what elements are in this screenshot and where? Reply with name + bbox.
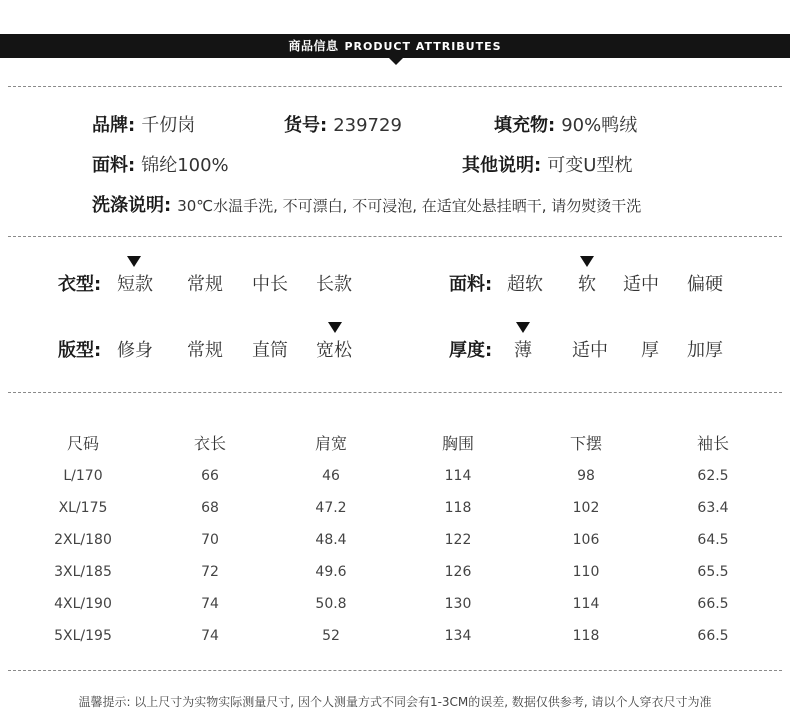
section-title-en: PRODUCT ATTRIBUTES	[344, 40, 502, 53]
attr-washing-label: 洗涤说明:	[92, 195, 172, 216]
option-thickness-3: 加厚	[687, 340, 723, 361]
table-cell: 66.5	[697, 628, 729, 644]
selected-marker-icon	[516, 322, 530, 333]
table-header-chest: 胸围	[441, 434, 474, 453]
option-thickness-1: 适中	[572, 340, 608, 361]
table-cell: 118	[444, 500, 472, 516]
table-cell: 3XL/185	[54, 564, 112, 580]
table-cell: 114	[444, 468, 472, 484]
attr-other-value: 可变U型枕	[547, 155, 633, 176]
selected-marker-icon	[580, 256, 594, 267]
option-fabric-0: 超软	[507, 274, 543, 295]
table-header-size: 尺码	[66, 434, 99, 453]
attr-other	[462, 151, 632, 177]
option-length-label: 衣型:	[58, 274, 102, 295]
table-cell: 118	[572, 628, 600, 644]
attr-material-value: 锦纶100%	[141, 155, 229, 176]
attr-filling-value: 90%鸭绒	[561, 115, 638, 136]
attr-filling-label: 填充物:	[494, 115, 556, 136]
table-cell: 2XL/180	[54, 532, 112, 548]
table-cell: L/170	[63, 468, 103, 484]
option-fit-1: 常规	[187, 340, 223, 361]
table-cell: 114	[572, 596, 600, 612]
option-fabric-2: 适中	[623, 274, 659, 295]
table-cell: 98	[577, 468, 595, 484]
table-cell: 49.6	[315, 564, 347, 580]
divider	[8, 86, 782, 87]
table-cell: 72	[201, 564, 219, 580]
option-fabric-1: 软	[578, 274, 596, 295]
attr-brand-value: 千仞岗	[141, 115, 196, 136]
banner-pointer-icon	[389, 58, 403, 65]
table-cell: 74	[201, 596, 219, 612]
table-cell: 68	[201, 500, 219, 516]
table-cell: 52	[322, 628, 340, 644]
option-fabric-label: 面料:	[449, 274, 493, 295]
option-fabric-3: 偏硬	[687, 274, 723, 295]
table-cell: 134	[444, 628, 472, 644]
option-fit-label: 版型:	[58, 340, 102, 361]
section-title-cn: 商品信息	[288, 39, 339, 53]
table-cell: 4XL/190	[54, 596, 112, 612]
table-header-sleeve: 袖长	[696, 434, 729, 453]
attr-brand	[92, 111, 195, 137]
table-cell: 74	[201, 628, 219, 644]
table-cell: 66	[201, 468, 219, 484]
divider	[8, 392, 782, 393]
table-cell: 126	[444, 564, 472, 580]
attr-item-no	[284, 111, 402, 137]
option-fit-0: 修身	[117, 340, 153, 361]
table-header-shoulder: 肩宽	[314, 434, 347, 453]
option-length-2: 中长	[252, 274, 288, 295]
section-title	[0, 34, 790, 58]
table-cell: 122	[444, 532, 472, 548]
option-length-3: 长款	[316, 274, 352, 295]
attr-item-no-value: 239729	[333, 115, 402, 136]
table-cell: 66.5	[697, 596, 729, 612]
attr-material	[92, 151, 229, 177]
attr-washing-value: 30℃水温手洗, 不可漂白, 不可浸泡, 在适宜处悬挂晒干, 请勿熨烫干洗	[177, 197, 642, 215]
attr-washing	[92, 191, 641, 217]
table-cell: 63.4	[697, 500, 729, 516]
table-cell: 62.5	[697, 468, 729, 484]
table-cell: 50.8	[315, 596, 347, 612]
selected-marker-icon	[328, 322, 342, 333]
table-cell: 106	[572, 532, 600, 548]
option-length-1: 常规	[187, 274, 223, 295]
option-thickness-2: 厚	[641, 340, 659, 361]
table-cell: 5XL/195	[54, 628, 112, 644]
table-header-hem: 下摆	[569, 434, 602, 453]
table-cell: 64.5	[697, 532, 729, 548]
table-cell: XL/175	[58, 500, 108, 516]
attr-material-label: 面料:	[92, 155, 136, 176]
option-length-0: 短款	[117, 274, 153, 295]
attr-filling	[494, 111, 637, 137]
divider	[8, 236, 782, 237]
attr-other-label: 其他说明:	[462, 155, 542, 176]
table-header-length: 衣长	[193, 434, 226, 453]
selected-marker-icon	[127, 256, 141, 267]
table-cell: 102	[572, 500, 600, 516]
attr-item-no-label: 货号:	[284, 115, 328, 136]
table-cell: 48.4	[315, 532, 347, 548]
table-cell: 110	[572, 564, 600, 580]
option-thickness-0: 薄	[514, 340, 532, 361]
divider	[8, 670, 782, 671]
table-cell: 46	[322, 468, 340, 484]
option-fit-3: 宽松	[316, 340, 352, 361]
table-cell: 47.2	[315, 500, 347, 516]
option-thickness-label: 厚度:	[449, 340, 493, 361]
attr-brand-label: 品牌:	[92, 115, 136, 136]
option-fit-2: 直筒	[252, 340, 288, 361]
table-cell: 130	[444, 596, 472, 612]
footer-note: 温馨提示: 以上尺寸为实物实际测量尺寸, 因个人测量方式不同会有1-3CM的误差, 数据仅供参考, 请以个人穿衣尺寸为准	[78, 695, 712, 709]
section-header-banner	[0, 34, 790, 58]
table-cell: 70	[201, 532, 219, 548]
table-cell: 65.5	[697, 564, 729, 580]
